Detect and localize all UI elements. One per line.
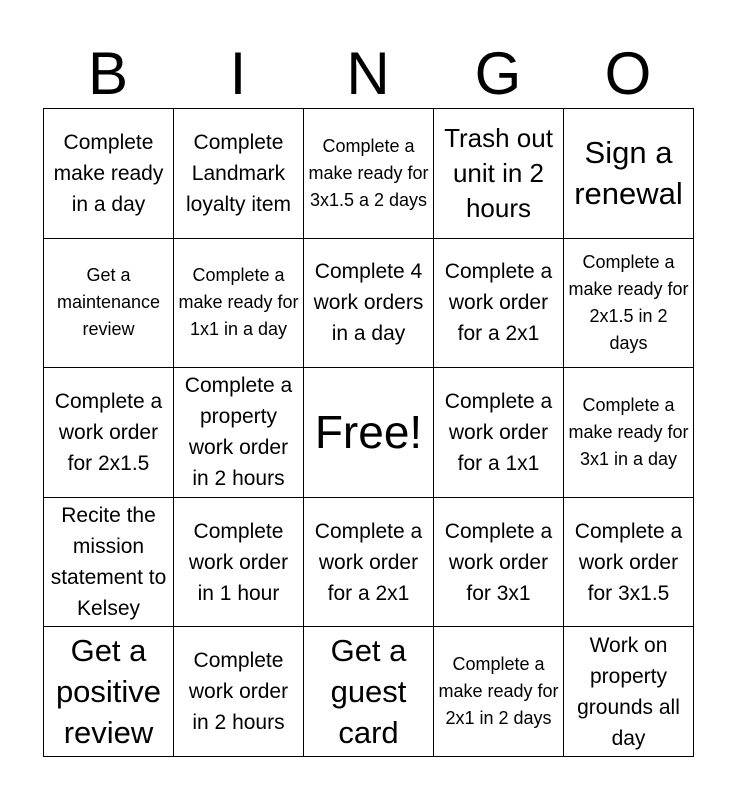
bingo-cell[interactable]: Complete a make ready for 3x1 in a day bbox=[564, 368, 694, 498]
board-row bbox=[44, 109, 694, 239]
board-row bbox=[44, 627, 694, 757]
bingo-cell[interactable]: Work on property grounds all day bbox=[564, 627, 694, 757]
bingo-cell[interactable]: Complete a make ready for 2x1.5 in 2 days bbox=[564, 238, 694, 368]
header-letter-g: G bbox=[474, 40, 522, 107]
bingo-cell[interactable]: Recite the mission statement to Kelsey bbox=[44, 497, 174, 627]
board-row bbox=[44, 368, 694, 498]
free-space-cell[interactable]: Free! bbox=[304, 368, 434, 498]
bingo-cell[interactable]: Get a guest card bbox=[304, 627, 434, 757]
bingo-cell[interactable]: Complete a work order for 3x1 bbox=[434, 497, 564, 627]
header-letter-i: I bbox=[229, 40, 247, 107]
header-letter-o: O bbox=[604, 40, 652, 107]
bingo-cell[interactable]: Sign a renewal bbox=[564, 109, 694, 239]
header-letter-b: B bbox=[87, 40, 129, 107]
bingo-cell[interactable]: Complete 4 work orders in a day bbox=[304, 238, 434, 368]
header-letter-n: N bbox=[346, 40, 390, 107]
bingo-cell[interactable]: Complete a make ready for 3x1.5 a 2 days bbox=[304, 109, 434, 239]
bingo-cell[interactable]: Complete a work order for 3x1.5 bbox=[564, 497, 694, 627]
bingo-cell[interactable]: Complete a work order for a 2x1 bbox=[304, 497, 434, 627]
bingo-cell[interactable]: Complete a make ready for 2x1 in 2 days bbox=[434, 627, 564, 757]
bingo-cell[interactable]: Complete a property work order in 2 hours bbox=[174, 368, 304, 498]
board-row bbox=[44, 497, 694, 627]
bingo-cell[interactable]: Complete a work order for 2x1.5 bbox=[44, 368, 174, 498]
bingo-cell[interactable]: Complete a work order for a 2x1 bbox=[434, 238, 564, 368]
bingo-header bbox=[43, 40, 693, 108]
bingo-cell[interactable]: Complete make ready in a day bbox=[44, 109, 174, 239]
bingo-cell[interactable]: Complete a work order for a 1x1 bbox=[434, 368, 564, 498]
bingo-cell[interactable]: Complete work order in 1 hour bbox=[174, 497, 304, 627]
bingo-cell[interactable]: Trash out unit in 2 hours bbox=[434, 109, 564, 239]
bingo-cell[interactable]: Complete Landmark loyalty item bbox=[174, 109, 304, 239]
board-row bbox=[44, 238, 694, 368]
bingo-cell[interactable]: Get a positive review bbox=[44, 627, 174, 757]
bingo-cell[interactable]: Complete work order in 2 hours bbox=[174, 627, 304, 757]
bingo-board bbox=[43, 108, 694, 757]
bingo-cell[interactable]: Get a maintenance review bbox=[44, 238, 174, 368]
bingo-cell[interactable]: Complete a make ready for 1x1 in a day bbox=[174, 238, 304, 368]
